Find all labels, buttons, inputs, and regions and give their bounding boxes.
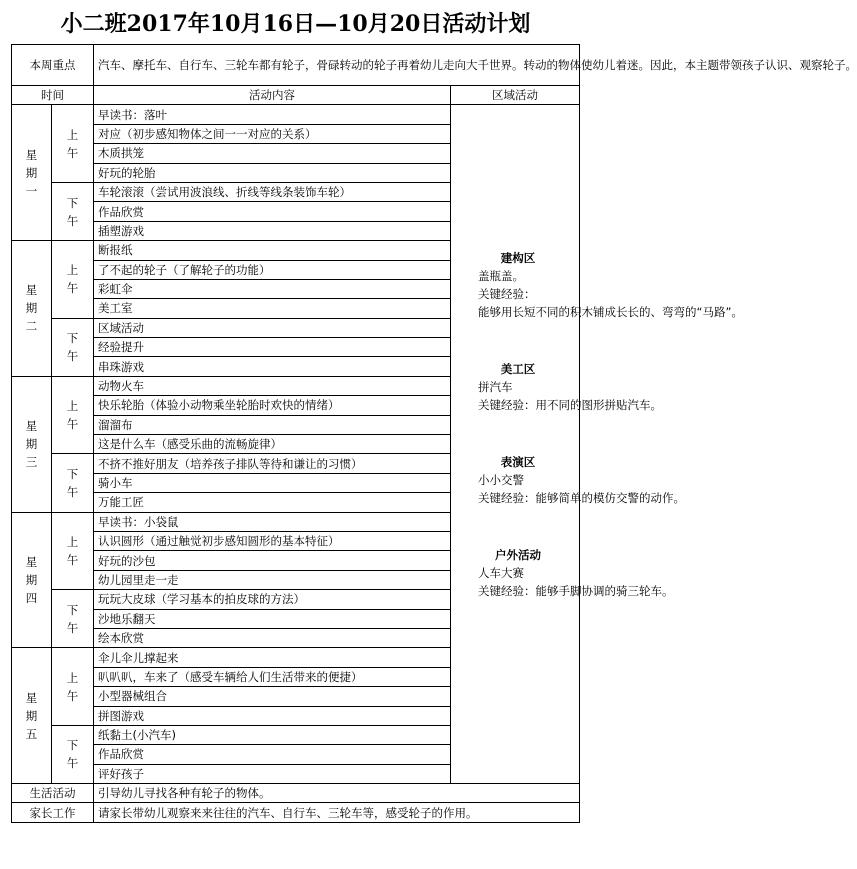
vertical-char: 星 — [25, 283, 38, 298]
afternoon-label — [52, 590, 94, 648]
region-block — [455, 360, 662, 414]
vertical-char: 午 — [66, 552, 79, 567]
activity-item: 插塑游戏 — [94, 221, 451, 240]
morning-label — [52, 376, 94, 454]
activity-item: 万能工匠 — [94, 493, 451, 512]
activity-item: 评好孩子 — [94, 764, 451, 783]
activity-item: 对应（初步感知物体之间一一对应的关系） — [94, 124, 451, 143]
life-label: 生活活动 — [12, 784, 94, 803]
activity-item: 叭叭叭，车来了（感受车辆给人们生活带来的便捷） — [94, 667, 451, 686]
activity-item: 木质拱笼 — [94, 144, 451, 163]
activity-item: 作品欣赏 — [94, 745, 451, 764]
vertical-char: 上 — [66, 263, 79, 278]
header-row — [12, 86, 580, 105]
activity-item: 好玩的沙包 — [94, 551, 451, 570]
activity-item: 玩玩大皮球（学习基本的拍皮球的方法） — [94, 590, 451, 609]
morning-label — [52, 241, 94, 319]
vertical-char: 期 — [25, 165, 38, 180]
region-line: 人车大赛 — [478, 566, 524, 581]
focus-label: 本周重点 — [12, 45, 94, 86]
region-title: 美工区 — [500, 362, 536, 377]
vertical-char: 下 — [66, 195, 79, 210]
header-region: 区域活动 — [451, 86, 580, 105]
afternoon-label — [52, 454, 94, 512]
vertical-char: 二 — [25, 319, 38, 334]
activity-item: 伞儿伞儿撑起来 — [94, 648, 451, 667]
activity-item: 这是什么车（感受乐曲的流畅旋律） — [94, 435, 451, 454]
parents-label: 家长工作 — [12, 803, 94, 822]
region-line: 拼汽车 — [478, 380, 513, 395]
vertical-char: 上 — [66, 670, 79, 685]
activity-item: 早读书：落叶 — [94, 105, 451, 124]
vertical-char: 星 — [25, 690, 38, 705]
region-line: 关键经验： — [478, 287, 536, 302]
region-line: 关键经验：能够手脚协调的骑三轮车。 — [478, 584, 674, 599]
activity-item: 不挤不推好朋友（培养孩子排队等待和谦让的习惯） — [94, 454, 451, 473]
region-title: 表演区 — [500, 455, 536, 470]
vertical-char: 上 — [66, 534, 79, 549]
region-line: 能够用长短不同的积木铺成长长的、弯弯的“马路”。 — [478, 305, 743, 320]
activity-item: 快乐轮胎（体验小动物乘坐轮胎时欢快的情绪） — [94, 396, 451, 415]
header-content: 活动内容 — [94, 86, 451, 105]
vertical-char: 午 — [66, 688, 79, 703]
day-label — [12, 376, 52, 512]
activity-item: 小型器械组合 — [94, 687, 451, 706]
activity-row — [12, 105, 580, 124]
activity-item: 彩虹伞 — [94, 279, 451, 298]
day-label — [12, 105, 52, 241]
activity-item: 断报纸 — [94, 241, 451, 260]
activity-item: 幼儿园里走一走 — [94, 570, 451, 589]
vertical-char: 星 — [25, 554, 38, 569]
parents-row — [12, 803, 580, 822]
day-label — [12, 648, 52, 784]
region-activities — [451, 105, 743, 784]
vertical-char: 下 — [66, 602, 79, 617]
region-title: 建构区 — [500, 251, 536, 266]
activity-item: 动物火车 — [94, 376, 451, 395]
activity-item: 拼图游戏 — [94, 706, 451, 725]
day-label — [12, 241, 52, 377]
life-text: 引导幼儿寻找各种有轮子的物体。 — [94, 784, 580, 803]
activity-item: 纸黏土(小汽车) — [94, 725, 451, 744]
activity-item: 溜溜布 — [94, 415, 451, 434]
morning-label — [52, 648, 94, 726]
activity-item: 串珠游戏 — [94, 357, 451, 376]
vertical-char: 期 — [25, 708, 38, 723]
activity-item: 车轮滚滚（尝试用波浪线、折线等线条装饰车轮） — [94, 182, 451, 201]
morning-label — [52, 512, 94, 590]
header-time: 时间 — [12, 86, 94, 105]
vertical-char: 期 — [25, 301, 38, 316]
life-row — [12, 784, 580, 803]
activity-plan-table — [11, 44, 857, 823]
vertical-char: 午 — [66, 485, 79, 499]
activity-item: 作品欣赏 — [94, 202, 451, 221]
focus-text: 汽车、摩托车、自行车、三轮车都有轮子，骨碌转动的轮子再着幼儿走向大千世界。转动的物体使幼儿着迷。因此，本主题带领孩子认识、观察轮子。 — [94, 45, 580, 86]
vertical-char: 期 — [25, 572, 38, 587]
vertical-char: 午 — [66, 417, 79, 432]
region-title: 户外活动 — [495, 548, 541, 563]
morning-label — [52, 105, 94, 183]
vertical-char: 期 — [25, 437, 38, 452]
activity-item: 早读书：小袋鼠 — [94, 512, 451, 531]
vertical-char: 星 — [25, 419, 38, 434]
vertical-char: 午 — [66, 349, 79, 364]
page-title: 小二班2017年10月16日—10月20日活动计划 — [60, 11, 531, 37]
activity-item: 了不起的轮子（了解轮子的功能） — [94, 260, 451, 279]
activity-item: 沙地乐翻天 — [94, 609, 451, 628]
region-block — [455, 249, 743, 321]
afternoon-label — [52, 182, 94, 240]
vertical-char: 下 — [66, 331, 79, 346]
vertical-char: 星 — [25, 147, 38, 162]
activity-item: 区域活动 — [94, 318, 451, 337]
focus-row — [12, 45, 580, 86]
activity-item: 认识圆形（通过触觉初步感知圆形的基本特征） — [94, 531, 451, 550]
vertical-char: 三 — [25, 455, 38, 470]
vertical-char: 午 — [66, 213, 79, 228]
vertical-char: 五 — [25, 726, 38, 741]
vertical-char: 四 — [25, 590, 38, 605]
activity-item: 绘本欣赏 — [94, 628, 451, 647]
parents-text: 请家长带幼儿观察来来往往的汽车、自行车、三轮车等，感受轮子的作用。 — [94, 803, 580, 822]
vertical-char: 一 — [25, 183, 38, 198]
vertical-char: 下 — [66, 467, 79, 481]
day-label — [12, 512, 52, 648]
region-line: 盖瓶盖。 — [478, 269, 524, 284]
vertical-char: 下 — [66, 738, 79, 753]
activity-item: 骑小车 — [94, 473, 451, 492]
region-block — [455, 453, 685, 507]
afternoon-label — [52, 725, 94, 783]
region-line: 关键经验：能够简单的模仿交警的动作。 — [478, 491, 685, 506]
vertical-char: 午 — [66, 281, 79, 296]
vertical-char: 午 — [66, 756, 79, 771]
activity-item: 美工室 — [94, 299, 451, 318]
activity-item: 好玩的轮胎 — [94, 163, 451, 182]
vertical-char: 午 — [66, 620, 79, 635]
region-block — [455, 546, 674, 600]
vertical-char: 午 — [66, 145, 79, 160]
vertical-char: 上 — [66, 127, 79, 142]
region-line: 关键经验：用不同的图形拼贴汽车。 — [478, 398, 662, 413]
activity-item: 经验提升 — [94, 338, 451, 357]
vertical-char: 上 — [66, 399, 79, 414]
region-line: 小小交警 — [478, 473, 524, 488]
afternoon-label — [52, 318, 94, 376]
